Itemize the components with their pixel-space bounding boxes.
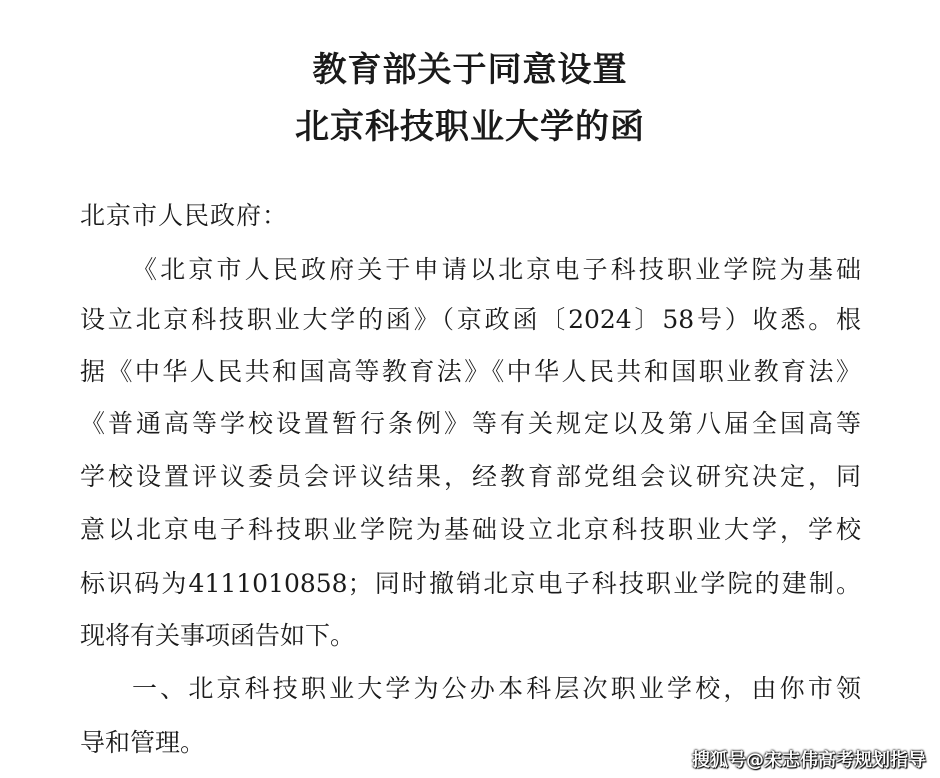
salutation: 北京市人民政府： bbox=[80, 201, 289, 230]
document-title-line-1: 教育部关于同意设置 bbox=[312, 50, 628, 90]
body-line-4: 《普通高等学校设置暂行条例》等有关规定以及第八届全国高等 bbox=[80, 409, 861, 438]
body-line-9: 一、北京科技职业大学为公办本科层次职业学校，由你市领 bbox=[132, 674, 861, 703]
body-line-8: 现将有关事项函告如下。 bbox=[80, 621, 356, 650]
body-line-5: 学校设置评议委员会评议结果，经教育部党组会议研究决定，同 bbox=[80, 462, 861, 491]
body-line-1: 《北京市人民政府关于申请以北京电子科技职业学院为基础 bbox=[132, 255, 861, 284]
source-watermark: 搜狐号@宋志伟高考规划指导 bbox=[692, 750, 926, 771]
body-line-3: 据《中华人民共和国高等教育法》《中华人民共和国职业教育法》 bbox=[80, 357, 861, 386]
body-line-2: 设立北京科技职业大学的函》（京政函〔2024〕58号）收悉。根 bbox=[80, 305, 861, 334]
body-line-10: 导和管理。 bbox=[80, 728, 206, 757]
document-title-line-2: 北京科技职业大学的函 bbox=[295, 107, 645, 147]
body-line-6: 意以北京电子科技职业学院为基础设立北京科技职业大学，学校 bbox=[80, 515, 861, 544]
body-line-7: 标识码为4111010858；同时撤销北京电子科技职业学院的建制。 bbox=[80, 569, 861, 598]
